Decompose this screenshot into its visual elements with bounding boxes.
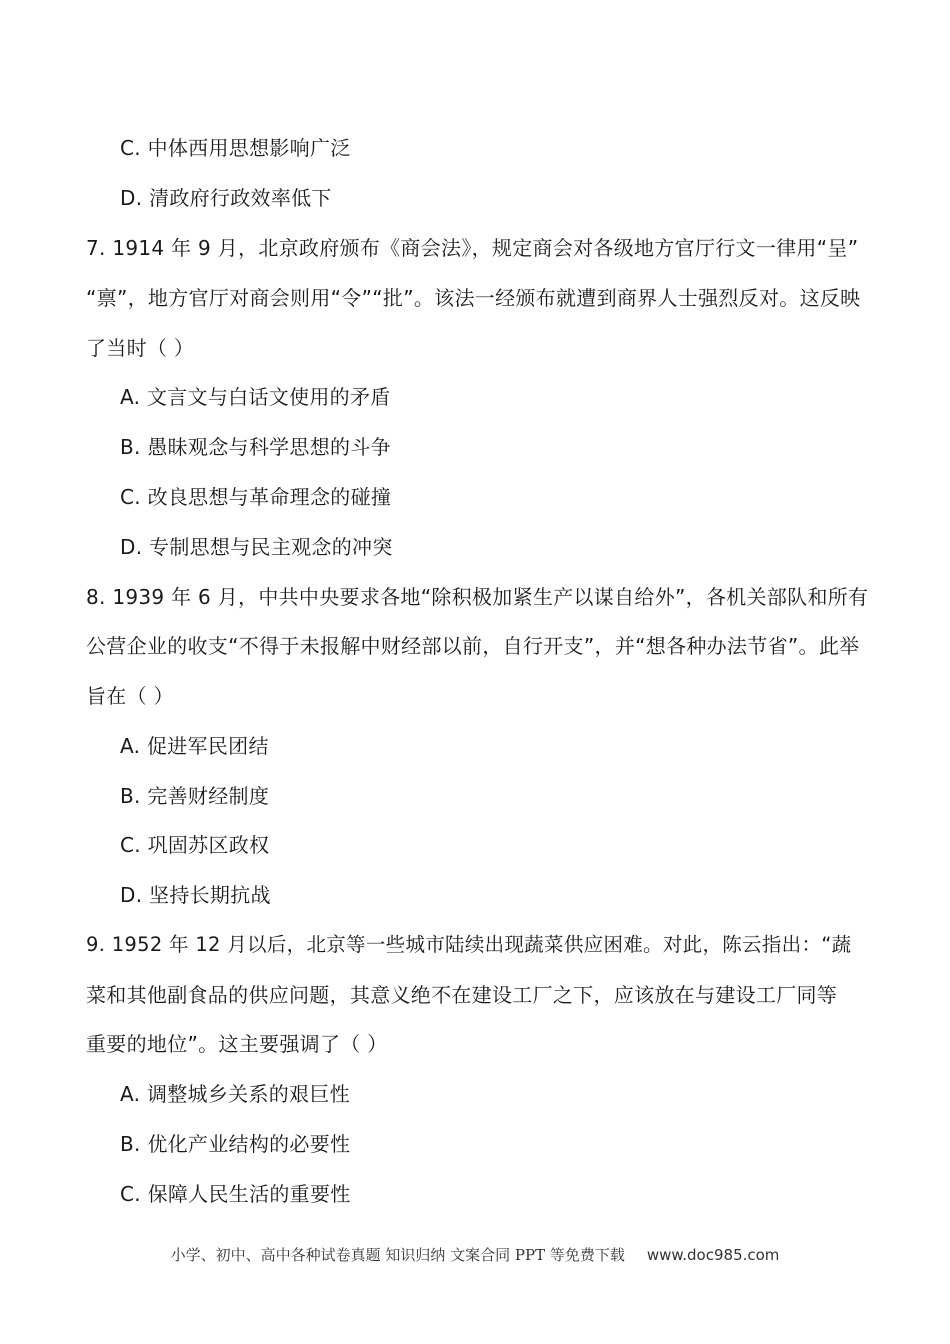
q7-stem-line-3: 了当时（ ） [86,336,195,360]
q7-stem-line-2: “禀”，地方官厅对商会则用“令”“批”。该法一经颁布就遭到商界人士强烈反对。这反映 [86,286,861,310]
q8-option-c: C. 巩固苏区政权 [120,833,270,857]
q6-option-c: C. 中体西用思想影响广泛 [120,136,351,160]
q8-option-a: A. 促进军民团结 [120,734,269,758]
footer-text: 小学、初中、高中各种试卷真题 知识归纳 文案合同 PPT 等免费下载 [170,1246,625,1264]
q7-option-a: A. 文言文与白话文使用的矛盾 [120,385,391,409]
q7-option-b: B. 愚昧观念与科学思想的斗争 [120,435,391,459]
q8-option-b: B. 完善财经制度 [120,784,270,808]
q8-option-d: D. 坚持长期抗战 [120,883,271,907]
q9-option-a: A. 调整城乡关系的艰巨性 [120,1082,350,1106]
q9-stem-line-3: 重要的地位”。这主要强调了（ ） [86,1032,388,1056]
q7-option-c: C. 改良思想与革命理念的碰撞 [120,485,392,509]
q8-stem-line-2: 公营企业的收支“不得于未报解中财经部以前，自行开支”，并“想各种办法节省”。此举 [86,634,860,658]
q9-stem-line-1: 9. 1952 年 12 月以后，北京等一些城市陆续出现蔬菜供应困难。对此，陈云指出：“蔬 [86,933,852,956]
q9-option-c: C. 保障人民生活的重要性 [120,1182,351,1206]
q8-stem-line-3: 旨在（ ） [86,684,174,708]
q8-stem-line-1: 8. 1939 年 6 月，中共中央要求各地“除积极加紧生产以谋自给外”，各机关部队和所有 [86,585,869,609]
footer-url-link[interactable]: www.doc985.com [646,1246,780,1264]
q9-stem-line-2: 菜和其他副食品的供应问题，其意义绝不在建设工厂之下，应该放在与建设工厂同等 [86,983,838,1007]
page-footer [0,1243,950,1267]
q7-option-d: D. 专制思想与民主观念的冲突 [120,535,393,559]
q7-stem-line-1: 7. 1914 年 9 月，北京政府颁布《商会法》，规定商会对各级地方官厅行文一律用“呈” [86,236,859,260]
q6-option-d: D. 清政府行政效率低下 [120,186,332,210]
q9-option-b: B. 优化产业结构的必要性 [120,1132,351,1156]
